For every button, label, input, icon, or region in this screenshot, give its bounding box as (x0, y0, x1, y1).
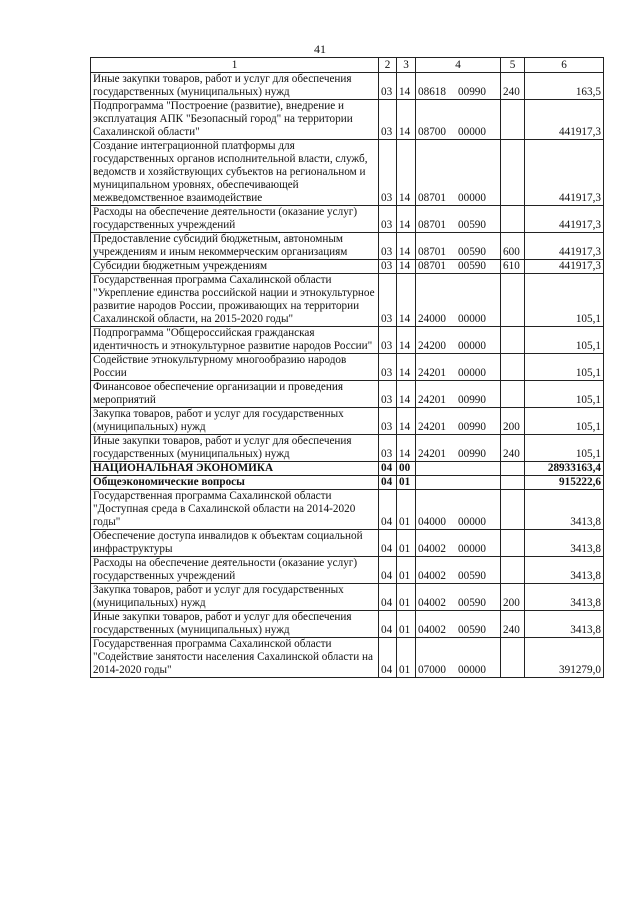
expense-type-cell (501, 327, 525, 354)
section-code-cell: 03 (379, 274, 397, 327)
subsection-code-cell: 01 (397, 557, 416, 584)
target-article-direction: 00000 (458, 340, 486, 352)
table-row (91, 260, 604, 274)
expense-type-cell (501, 274, 525, 327)
section-code-cell: 04 (379, 462, 397, 476)
section-code-cell: 03 (379, 435, 397, 462)
expense-type-cell: 200 (501, 408, 525, 435)
subsection-code-cell: 14 (397, 354, 416, 381)
amount-cell: 3413,8 (525, 530, 604, 557)
target-article-program: 08701 (418, 192, 446, 204)
target-article-direction: 00990 (458, 421, 486, 433)
section-code-cell: 04 (379, 611, 397, 638)
table-row (91, 206, 604, 233)
row-name-cell: НАЦИОНАЛЬНАЯ ЭКОНОМИКА (91, 462, 379, 476)
amount-cell: 3413,8 (525, 557, 604, 584)
table-row (91, 354, 604, 381)
table-row (91, 327, 604, 354)
target-article-direction: 00990 (458, 394, 486, 406)
expense-type-cell: 240 (501, 435, 525, 462)
expense-type-cell (501, 354, 525, 381)
table-row (91, 274, 604, 327)
row-name-cell: Иные закупки товаров, работ и услуг для обеспечения государственных (муниципальных) нужд (91, 611, 379, 638)
amount-cell: 163,5 (525, 73, 604, 100)
target-article-direction: 00590 (458, 624, 486, 636)
section-code-cell: 03 (379, 408, 397, 435)
section-code-cell: 03 (379, 381, 397, 408)
target-article-cell (416, 490, 501, 530)
target-article-program: 24201 (418, 448, 446, 460)
target-article-cell (416, 530, 501, 557)
target-article-cell (416, 408, 501, 435)
target-article-program: 04002 (418, 597, 446, 609)
table-row (91, 100, 604, 140)
target-article-direction: 00000 (458, 126, 486, 138)
target-article-cell (416, 611, 501, 638)
target-article-direction: 00990 (458, 448, 486, 460)
target-article-program: 04002 (418, 624, 446, 636)
target-article-program: 07000 (418, 664, 446, 676)
row-name-cell: Финансовое обеспечение организации и проведения мероприятий (91, 381, 379, 408)
target-article-cell (416, 274, 501, 327)
amount-cell: 3413,8 (525, 611, 604, 638)
subsection-code-cell: 00 (397, 462, 416, 476)
amount-cell: 441917,3 (525, 260, 604, 274)
target-article-direction: 00000 (458, 367, 486, 379)
target-article-program: 04002 (418, 543, 446, 555)
row-name-cell: Подпрограмма "Построение (развитие), внедрение и эксплуатация АПК "Безопасный город" на территории Сахалинской области" (91, 100, 379, 140)
table-row (91, 381, 604, 408)
expense-type-cell: 600 (501, 233, 525, 260)
target-article-program: 08701 (418, 260, 446, 272)
subsection-code-cell: 01 (397, 490, 416, 530)
target-article-program: 24201 (418, 394, 446, 406)
target-article-program: 24000 (418, 313, 446, 325)
table-row (91, 140, 604, 206)
amount-cell: 105,1 (525, 381, 604, 408)
target-article-direction: 00000 (458, 664, 486, 676)
subsection-code-cell: 14 (397, 233, 416, 260)
expense-type-cell: 240 (501, 611, 525, 638)
amount-cell: 441917,3 (525, 233, 604, 260)
target-article-direction: 00000 (458, 543, 486, 555)
target-article-program: 08701 (418, 246, 446, 258)
target-article-cell (416, 233, 501, 260)
target-article-cell (416, 73, 501, 100)
section-code-cell: 03 (379, 206, 397, 233)
row-name-cell: Государственная программа Сахалинской области "Укрепление единства российской нации и этнокультурное развитие народов России, проживающих на территории Сахалинской области, на 2015-2020 годы" (91, 274, 379, 327)
column-header: 4 (416, 58, 501, 73)
row-name-cell: Общеэкономические вопросы (91, 476, 379, 490)
section-code-cell: 03 (379, 100, 397, 140)
amount-cell: 105,1 (525, 327, 604, 354)
amount-cell: 441917,3 (525, 140, 604, 206)
target-article-cell (416, 584, 501, 611)
expense-type-cell (501, 490, 525, 530)
subsection-code-cell: 14 (397, 408, 416, 435)
subsection-code-cell: 01 (397, 530, 416, 557)
target-article-cell (416, 638, 501, 678)
target-article-direction: 00590 (458, 570, 486, 582)
target-article-program: 24201 (418, 421, 446, 433)
expense-type-cell (501, 530, 525, 557)
target-article-cell (416, 381, 501, 408)
subsection-code-cell: 01 (397, 611, 416, 638)
amount-cell: 3413,8 (525, 584, 604, 611)
row-name-cell: Создание интеграционной платформы для государственных органов исполнительной власти, служб, ведомств и хозяйствующих субъектов на региональном и муниципальном уровнях, обеспечивающей межведомственное взаимодействие (91, 140, 379, 206)
expense-type-cell (501, 638, 525, 678)
target-article-cell (416, 327, 501, 354)
column-header: 1 (91, 58, 379, 73)
subsection-code-cell: 14 (397, 206, 416, 233)
row-name-cell: Расходы на обеспечение деятельности (оказание услуг) государственных учреждений (91, 206, 379, 233)
subsection-code-cell: 14 (397, 274, 416, 327)
amount-cell: 441917,3 (525, 100, 604, 140)
target-article-direction: 00590 (458, 260, 486, 272)
target-article-cell (416, 206, 501, 233)
expense-type-cell: 200 (501, 584, 525, 611)
target-article-cell (416, 260, 501, 274)
table-row (91, 611, 604, 638)
table-row (91, 476, 604, 490)
subsection-code-cell: 14 (397, 327, 416, 354)
target-article-cell (416, 462, 501, 476)
subsection-code-cell: 01 (397, 584, 416, 611)
subsection-code-cell: 14 (397, 100, 416, 140)
row-name-cell: Расходы на обеспечение деятельности (оказание услуг) государственных учреждений (91, 557, 379, 584)
target-article-program: 08618 (418, 86, 446, 98)
table-row (91, 233, 604, 260)
section-code-cell: 03 (379, 327, 397, 354)
expense-type-cell (501, 381, 525, 408)
section-code-cell: 03 (379, 233, 397, 260)
expense-type-cell (501, 557, 525, 584)
target-article-cell (416, 435, 501, 462)
row-name-cell: Закупка товаров, работ и услуг для государственных (муниципальных) нужд (91, 584, 379, 611)
amount-cell: 105,1 (525, 435, 604, 462)
table-row (91, 530, 604, 557)
target-article-cell (416, 354, 501, 381)
target-article-direction: 00590 (458, 246, 486, 258)
column-header: 3 (397, 58, 416, 73)
target-article-program: 04000 (418, 516, 446, 528)
target-article-program: 04002 (418, 570, 446, 582)
expense-type-cell: 240 (501, 73, 525, 100)
section-code-cell: 04 (379, 476, 397, 490)
section-code-cell: 04 (379, 557, 397, 584)
subsection-code-cell: 14 (397, 260, 416, 274)
expense-type-cell (501, 140, 525, 206)
page-number: 41 (314, 42, 326, 56)
subsection-code-cell: 14 (397, 73, 416, 100)
table-row (91, 73, 604, 100)
amount-cell: 915222,6 (525, 476, 604, 490)
target-article-cell (416, 140, 501, 206)
target-article-direction: 00000 (458, 313, 486, 325)
subsection-code-cell: 14 (397, 435, 416, 462)
section-code-cell: 04 (379, 530, 397, 557)
table-row (91, 408, 604, 435)
table-row (91, 584, 604, 611)
table-row (91, 490, 604, 530)
row-name-cell: Обеспечение доступа инвалидов к объектам социальной инфраструктуры (91, 530, 379, 557)
table-row (91, 462, 604, 476)
budget-table (90, 57, 604, 678)
target-article-direction: 00000 (458, 192, 486, 204)
row-name-cell: Подпрограмма "Общероссийская гражданская идентичность и этнокультурное развитие народов России" (91, 327, 379, 354)
expense-type-cell (501, 476, 525, 490)
target-article-direction: 00590 (458, 597, 486, 609)
row-name-cell: Содействие этнокультурному многообразию народов России (91, 354, 379, 381)
row-name-cell: Иные закупки товаров, работ и услуг для обеспечения государственных (муниципальных) нужд (91, 435, 379, 462)
table-row (91, 557, 604, 584)
target-article-cell (416, 100, 501, 140)
amount-cell: 391279,0 (525, 638, 604, 678)
target-article-program: 24201 (418, 367, 446, 379)
section-code-cell: 03 (379, 140, 397, 206)
expense-type-cell: 610 (501, 260, 525, 274)
row-name-cell: Предоставление субсидий бюджетным, автономным учреждениям и иным некоммерческим организациям (91, 233, 379, 260)
target-article-direction: 00000 (458, 516, 486, 528)
target-article-program: 24200 (418, 340, 446, 352)
amount-cell: 105,1 (525, 354, 604, 381)
table-row (91, 435, 604, 462)
expense-type-cell (501, 462, 525, 476)
target-article-program: 08700 (418, 126, 446, 138)
target-article-cell (416, 557, 501, 584)
amount-cell: 105,1 (525, 408, 604, 435)
row-name-cell: Закупка товаров, работ и услуг для государственных (муниципальных) нужд (91, 408, 379, 435)
table-header-row (91, 58, 604, 73)
section-code-cell: 03 (379, 260, 397, 274)
section-code-cell: 04 (379, 584, 397, 611)
row-name-cell: Иные закупки товаров, работ и услуг для обеспечения государственных (муниципальных) нужд (91, 73, 379, 100)
target-article-direction: 00590 (458, 219, 486, 231)
column-header: 6 (525, 58, 604, 73)
row-name-cell: Государственная программа Сахалинской области "Содействие занятости населения Сахалинской области на 2014-2020 годы" (91, 638, 379, 678)
amount-cell: 105,1 (525, 274, 604, 327)
subsection-code-cell: 14 (397, 140, 416, 206)
row-name-cell: Государственная программа Сахалинской области "Доступная среда в Сахалинской области на 2014-2020 годы" (91, 490, 379, 530)
expense-type-cell (501, 100, 525, 140)
column-header: 5 (501, 58, 525, 73)
section-code-cell: 04 (379, 490, 397, 530)
column-header: 2 (379, 58, 397, 73)
table-row (91, 638, 604, 678)
subsection-code-cell: 14 (397, 381, 416, 408)
target-article-cell (416, 476, 501, 490)
target-article-program: 08701 (418, 219, 446, 231)
subsection-code-cell: 01 (397, 638, 416, 678)
amount-cell: 441917,3 (525, 206, 604, 233)
section-code-cell: 03 (379, 73, 397, 100)
section-code-cell: 03 (379, 354, 397, 381)
row-name-cell: Субсидии бюджетным учреждениям (91, 260, 379, 274)
amount-cell: 3413,8 (525, 490, 604, 530)
amount-cell: 28933163,4 (525, 462, 604, 476)
expense-type-cell (501, 206, 525, 233)
section-code-cell: 04 (379, 638, 397, 678)
target-article-direction: 00990 (458, 86, 486, 98)
subsection-code-cell: 01 (397, 476, 416, 490)
